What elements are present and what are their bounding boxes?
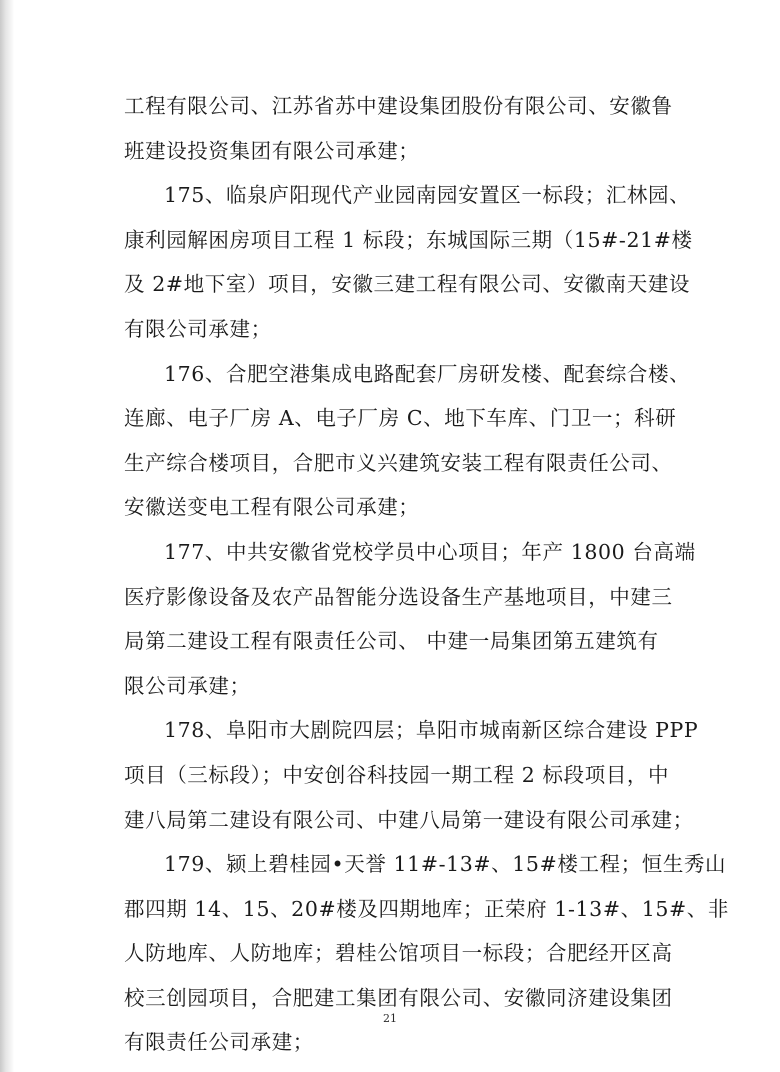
- text-line: 179、颍上碧桂园•天誉 11#-13#、15#楼工程；恒生秀山: [164, 852, 727, 877]
- text-line: 安徽送变电工程有限公司承建；: [124, 495, 420, 520]
- text-line: 项目（三标段）；中安创谷科技园一期工程 2 标段项目，中: [124, 762, 670, 787]
- text-line: 连廊、电子厂房 A、电子厂房 C、地下车库、门卫一；科研: [124, 406, 677, 431]
- text-line: 工程有限公司、江苏省苏中建设集团股份有限公司、安徽鲁: [124, 94, 673, 118]
- text-line: 及 2#地下室）项目，安徽三建工程有限公司、安徽南天建设: [124, 272, 691, 297]
- text-line: 校三创园项目，合肥建工集团有限公司、安徽同济建设集团: [124, 985, 673, 1010]
- page-number: 21: [383, 1012, 397, 1025]
- paragraph-item-176: [124, 352, 691, 530]
- scan-edge-shadow: [0, 0, 14, 1072]
- text-line: 限公司承建；: [124, 673, 251, 698]
- text-line: 班建设投资集团有限公司承建；: [124, 138, 420, 163]
- text-line: 医疗影像设备及农产品智能分选设备生产基地项目，中建三: [124, 584, 673, 609]
- text-line: 郡四期 14、15、20#楼及四期地库；正荣府 1-13#、15#、非: [124, 896, 729, 921]
- text-line: 177、中共安徽省党校学员中心项目；年产 1800 台高端: [164, 539, 696, 564]
- text-line: 建八局第二建设有限公司、中建八局第一建设有限公司承建；: [124, 807, 694, 832]
- paragraph-item-179: [124, 842, 729, 1065]
- text-line: 176、合肥空港集成电路配套厂房研发楼、配套综合楼、: [164, 361, 691, 386]
- text-line: 康利园解困房项目工程 1 标段；东城国际三期（15#-21#楼: [124, 227, 693, 252]
- document-body: [124, 84, 729, 1065]
- paragraph-continued: [124, 84, 673, 173]
- text-line: 有限责任公司承建；: [124, 1030, 314, 1055]
- text-line: 生产综合楼项目，合肥市义兴建筑安装工程有限责任公司、: [124, 450, 673, 475]
- text-line: 局第二建设工程有限责任公司、 中建一局集团第五建筑有: [124, 629, 659, 654]
- paragraph-item-178: [124, 708, 699, 842]
- paragraph-item-175: [124, 173, 693, 351]
- text-line: 178、阜阳市大剧院四层；阜阳市城南新区综合建设 PPP: [164, 718, 699, 743]
- text-line: 有限公司承建；: [124, 316, 272, 341]
- text-line: 人防地库、人防地库；碧桂公馆项目一标段；合肥经开区高: [124, 941, 673, 966]
- text-line: 175、临泉庐阳现代产业园南园安置区一标段；汇林园、: [164, 183, 691, 208]
- paragraph-item-177: [124, 530, 696, 708]
